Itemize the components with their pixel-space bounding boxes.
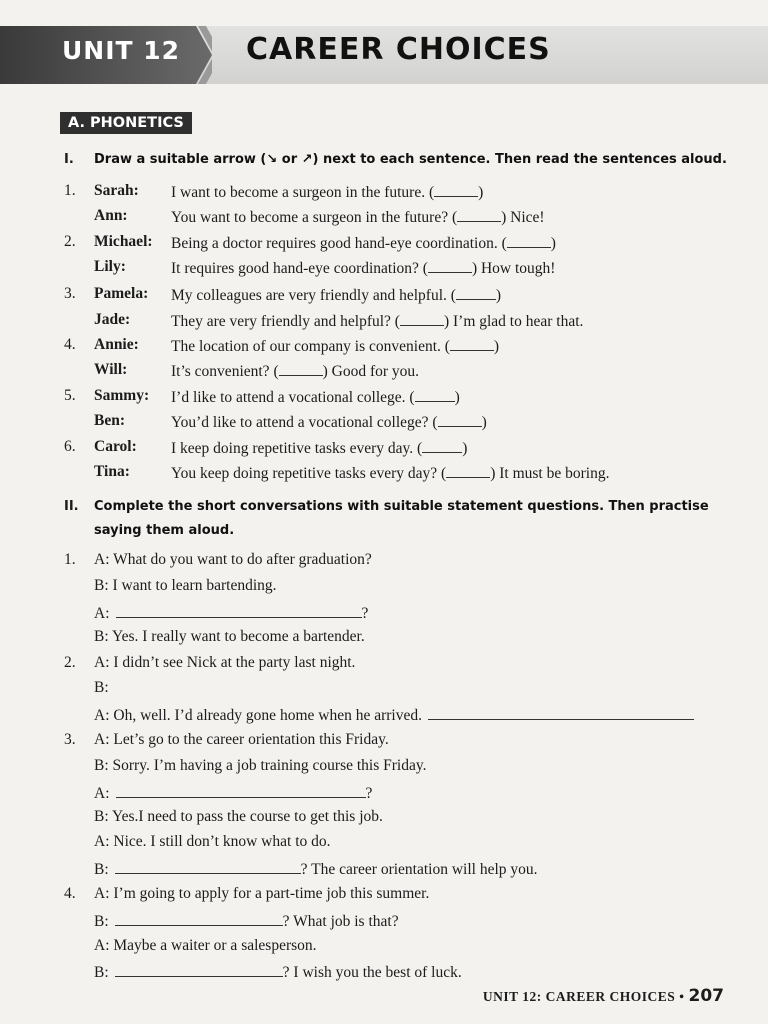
arrow-answer-blank[interactable] bbox=[400, 311, 444, 326]
conversation-line bbox=[94, 757, 426, 775]
line-text: A: Maybe a waiter or a salesperson. bbox=[94, 937, 317, 954]
line-text: A: Oh, well. I’d already gone home when he arrived. bbox=[94, 707, 422, 724]
conversation-line bbox=[94, 911, 399, 931]
speaker-name: Lily: bbox=[94, 258, 126, 275]
item-number: 4. bbox=[64, 885, 76, 902]
conversation-line bbox=[94, 679, 109, 697]
part2-roman: II. bbox=[64, 499, 79, 514]
item-number: 3. bbox=[64, 731, 76, 748]
line-text: B: bbox=[94, 679, 109, 696]
dialogue-line bbox=[171, 336, 499, 356]
speaker-name: Michael: bbox=[94, 233, 153, 250]
conversation-line bbox=[94, 628, 365, 646]
dialogue-line bbox=[171, 387, 460, 407]
arrow-answer-blank[interactable] bbox=[457, 207, 501, 222]
sentence-text: I’d like to attend a vocational college. ( bbox=[171, 389, 415, 406]
page-number: 207 bbox=[688, 986, 724, 1006]
arrow-answer-blank[interactable] bbox=[434, 182, 478, 197]
question-answer-blank[interactable] bbox=[115, 911, 283, 926]
item-number: 2. bbox=[64, 654, 76, 671]
dialogue-line bbox=[171, 285, 501, 305]
line-text: A: bbox=[94, 785, 110, 802]
speaker-name: Tina: bbox=[94, 463, 130, 480]
sentence-after: ) How tough! bbox=[471, 260, 556, 277]
line-text: B: Sorry. I’m having a job training course this Friday. bbox=[94, 757, 427, 774]
sentence-text: I want to become a surgeon in the future. ( bbox=[171, 184, 435, 201]
dialogue-line bbox=[171, 182, 483, 202]
line-text: A: bbox=[94, 605, 110, 622]
dialogue-line bbox=[171, 412, 487, 432]
question-answer-blank[interactable] bbox=[115, 859, 301, 874]
sentence-text: Being a doctor requires good hand-eye coordination. ( bbox=[171, 235, 507, 252]
dialogue-line bbox=[171, 258, 555, 278]
arrow-answer-blank[interactable] bbox=[456, 285, 496, 300]
line-after: ? bbox=[361, 605, 369, 622]
sentence-text: You keep doing repetitive tasks every day? ( bbox=[171, 465, 447, 482]
line-after: ? The career orientation will help you. bbox=[300, 861, 538, 878]
dialogue-line bbox=[171, 233, 556, 253]
sentence-text: I keep doing repetitive tasks every day. ( bbox=[171, 440, 423, 457]
line-text: B: I want to learn bartending. bbox=[94, 577, 277, 594]
arrow-answer-blank[interactable] bbox=[507, 233, 551, 248]
line-text: B: Yes. I really want to become a bartender. bbox=[94, 628, 365, 645]
speaker-name: Carol: bbox=[94, 438, 137, 455]
sentence-after: ) bbox=[481, 414, 487, 431]
sentence-after: ) Nice! bbox=[501, 209, 545, 226]
speaker-name: Jade: bbox=[94, 311, 131, 328]
sentence-text: You want to become a surgeon in the future? ( bbox=[171, 209, 458, 226]
sentence-after: ) I’m glad to hear that. bbox=[443, 313, 584, 330]
speaker-name: Ann: bbox=[94, 207, 128, 224]
arrow-answer-blank[interactable] bbox=[415, 387, 455, 402]
sentence-after: ) bbox=[495, 287, 502, 304]
conversation-line bbox=[94, 833, 331, 851]
speaker-name: Sammy: bbox=[94, 387, 150, 404]
sentence-text: You’d like to attend a vocational college? ( bbox=[171, 414, 438, 431]
arrow-answer-blank[interactable] bbox=[438, 412, 482, 427]
sentence-after: ) bbox=[454, 389, 460, 406]
part1-instruction: Draw a suitable arrow (↘ or ↗) next to each sentence. Then read the sentences aloud. bbox=[94, 152, 727, 167]
sentence-after: ) Good for you. bbox=[322, 363, 420, 380]
sentence-text: It’s convenient? ( bbox=[171, 363, 279, 380]
item-number: 6. bbox=[64, 438, 76, 455]
arrow-answer-blank[interactable] bbox=[422, 438, 462, 453]
line-after: ? I wish you the best of luck. bbox=[282, 964, 462, 981]
section-label: A. PHONETICS bbox=[60, 112, 192, 134]
conversation-line bbox=[94, 731, 389, 749]
line-text: B: Yes.I need to pass the course to get this job. bbox=[94, 808, 383, 825]
item-number: 1. bbox=[64, 551, 76, 568]
sentence-text: They are very friendly and helpful? ( bbox=[171, 313, 400, 330]
speaker-name: Will: bbox=[94, 361, 128, 378]
dialogue-line bbox=[171, 361, 419, 381]
line-text: A: Nice. I still don’t know what to do. bbox=[94, 833, 331, 850]
footer-bullet: • bbox=[679, 989, 685, 1004]
speaker-name: Sarah: bbox=[94, 182, 139, 199]
sentence-after: ) It must be boring. bbox=[490, 465, 610, 482]
arrow-answer-blank[interactable] bbox=[428, 258, 472, 273]
conversation-line bbox=[94, 654, 355, 672]
conversation-line bbox=[94, 705, 694, 725]
conversation-line bbox=[94, 885, 429, 903]
sentence-text: My colleagues are very friendly and helpful. ( bbox=[171, 287, 456, 304]
conversation-line bbox=[94, 808, 383, 826]
conversation-line bbox=[94, 962, 462, 982]
dialogue-line bbox=[171, 207, 545, 227]
unit-number: UNIT 12 bbox=[62, 36, 181, 65]
line-text: B: bbox=[94, 964, 109, 981]
conversation-line bbox=[94, 551, 372, 569]
dialogue-line bbox=[171, 438, 467, 458]
question-answer-blank[interactable] bbox=[115, 962, 283, 977]
conversation-line bbox=[94, 603, 368, 623]
line-text: A: I didn’t see Nick at the party last night. bbox=[94, 654, 356, 671]
sentence-after: ) bbox=[478, 184, 484, 201]
line-text: A: Let’s go to the career orientation this Friday. bbox=[94, 731, 389, 748]
unit-header bbox=[0, 26, 768, 84]
conversation-line bbox=[94, 577, 277, 595]
dialogue-line bbox=[171, 311, 583, 331]
speaker-name: Ben: bbox=[94, 412, 125, 429]
sentence-after: ) bbox=[550, 235, 556, 252]
sentence-text: It requires good hand-eye coordination? ( bbox=[171, 260, 428, 277]
item-number: 2. bbox=[64, 233, 76, 250]
item-number: 3. bbox=[64, 285, 76, 302]
dialogue-line bbox=[171, 463, 609, 483]
sentence-after: ) bbox=[493, 338, 500, 355]
line-after: ? What job is that? bbox=[282, 913, 399, 930]
page-footer bbox=[483, 986, 724, 1006]
arrow-answer-blank[interactable] bbox=[446, 463, 490, 478]
line-text: B: bbox=[94, 913, 109, 930]
item-number: 1. bbox=[64, 182, 76, 199]
part2-instruction-line1: Complete the short conversations with suitable statement questions. Then practise bbox=[94, 499, 709, 514]
unit-title: CAREER CHOICES bbox=[246, 32, 551, 67]
question-answer-blank[interactable] bbox=[116, 603, 362, 618]
item-number: 5. bbox=[64, 387, 76, 404]
line-after: ? bbox=[365, 785, 373, 802]
question-answer-blank[interactable] bbox=[116, 783, 366, 798]
question-answer-blank[interactable] bbox=[428, 705, 694, 720]
line-text: A: I’m going to apply for a part-time job this summer. bbox=[94, 885, 430, 902]
item-number: 4. bbox=[64, 336, 76, 353]
arrow-answer-blank[interactable] bbox=[279, 361, 323, 376]
speaker-name: Annie: bbox=[94, 336, 139, 353]
speaker-name: Pamela: bbox=[94, 285, 149, 302]
arrow-answer-blank[interactable] bbox=[450, 336, 494, 351]
sentence-text: The location of our company is convenient. ( bbox=[171, 338, 450, 355]
footer-text: UNIT 12: CAREER CHOICES bbox=[482, 989, 676, 1004]
part1-roman: I. bbox=[64, 152, 74, 167]
conversation-line bbox=[94, 937, 317, 955]
line-text: A: What do you want to do after graduation? bbox=[94, 551, 372, 568]
line-text: B: bbox=[94, 861, 109, 878]
conversation-line bbox=[94, 783, 372, 803]
sentence-after: ) bbox=[462, 440, 468, 457]
conversation-line bbox=[94, 859, 538, 879]
part2-instruction-line2: saying them aloud. bbox=[94, 523, 235, 538]
